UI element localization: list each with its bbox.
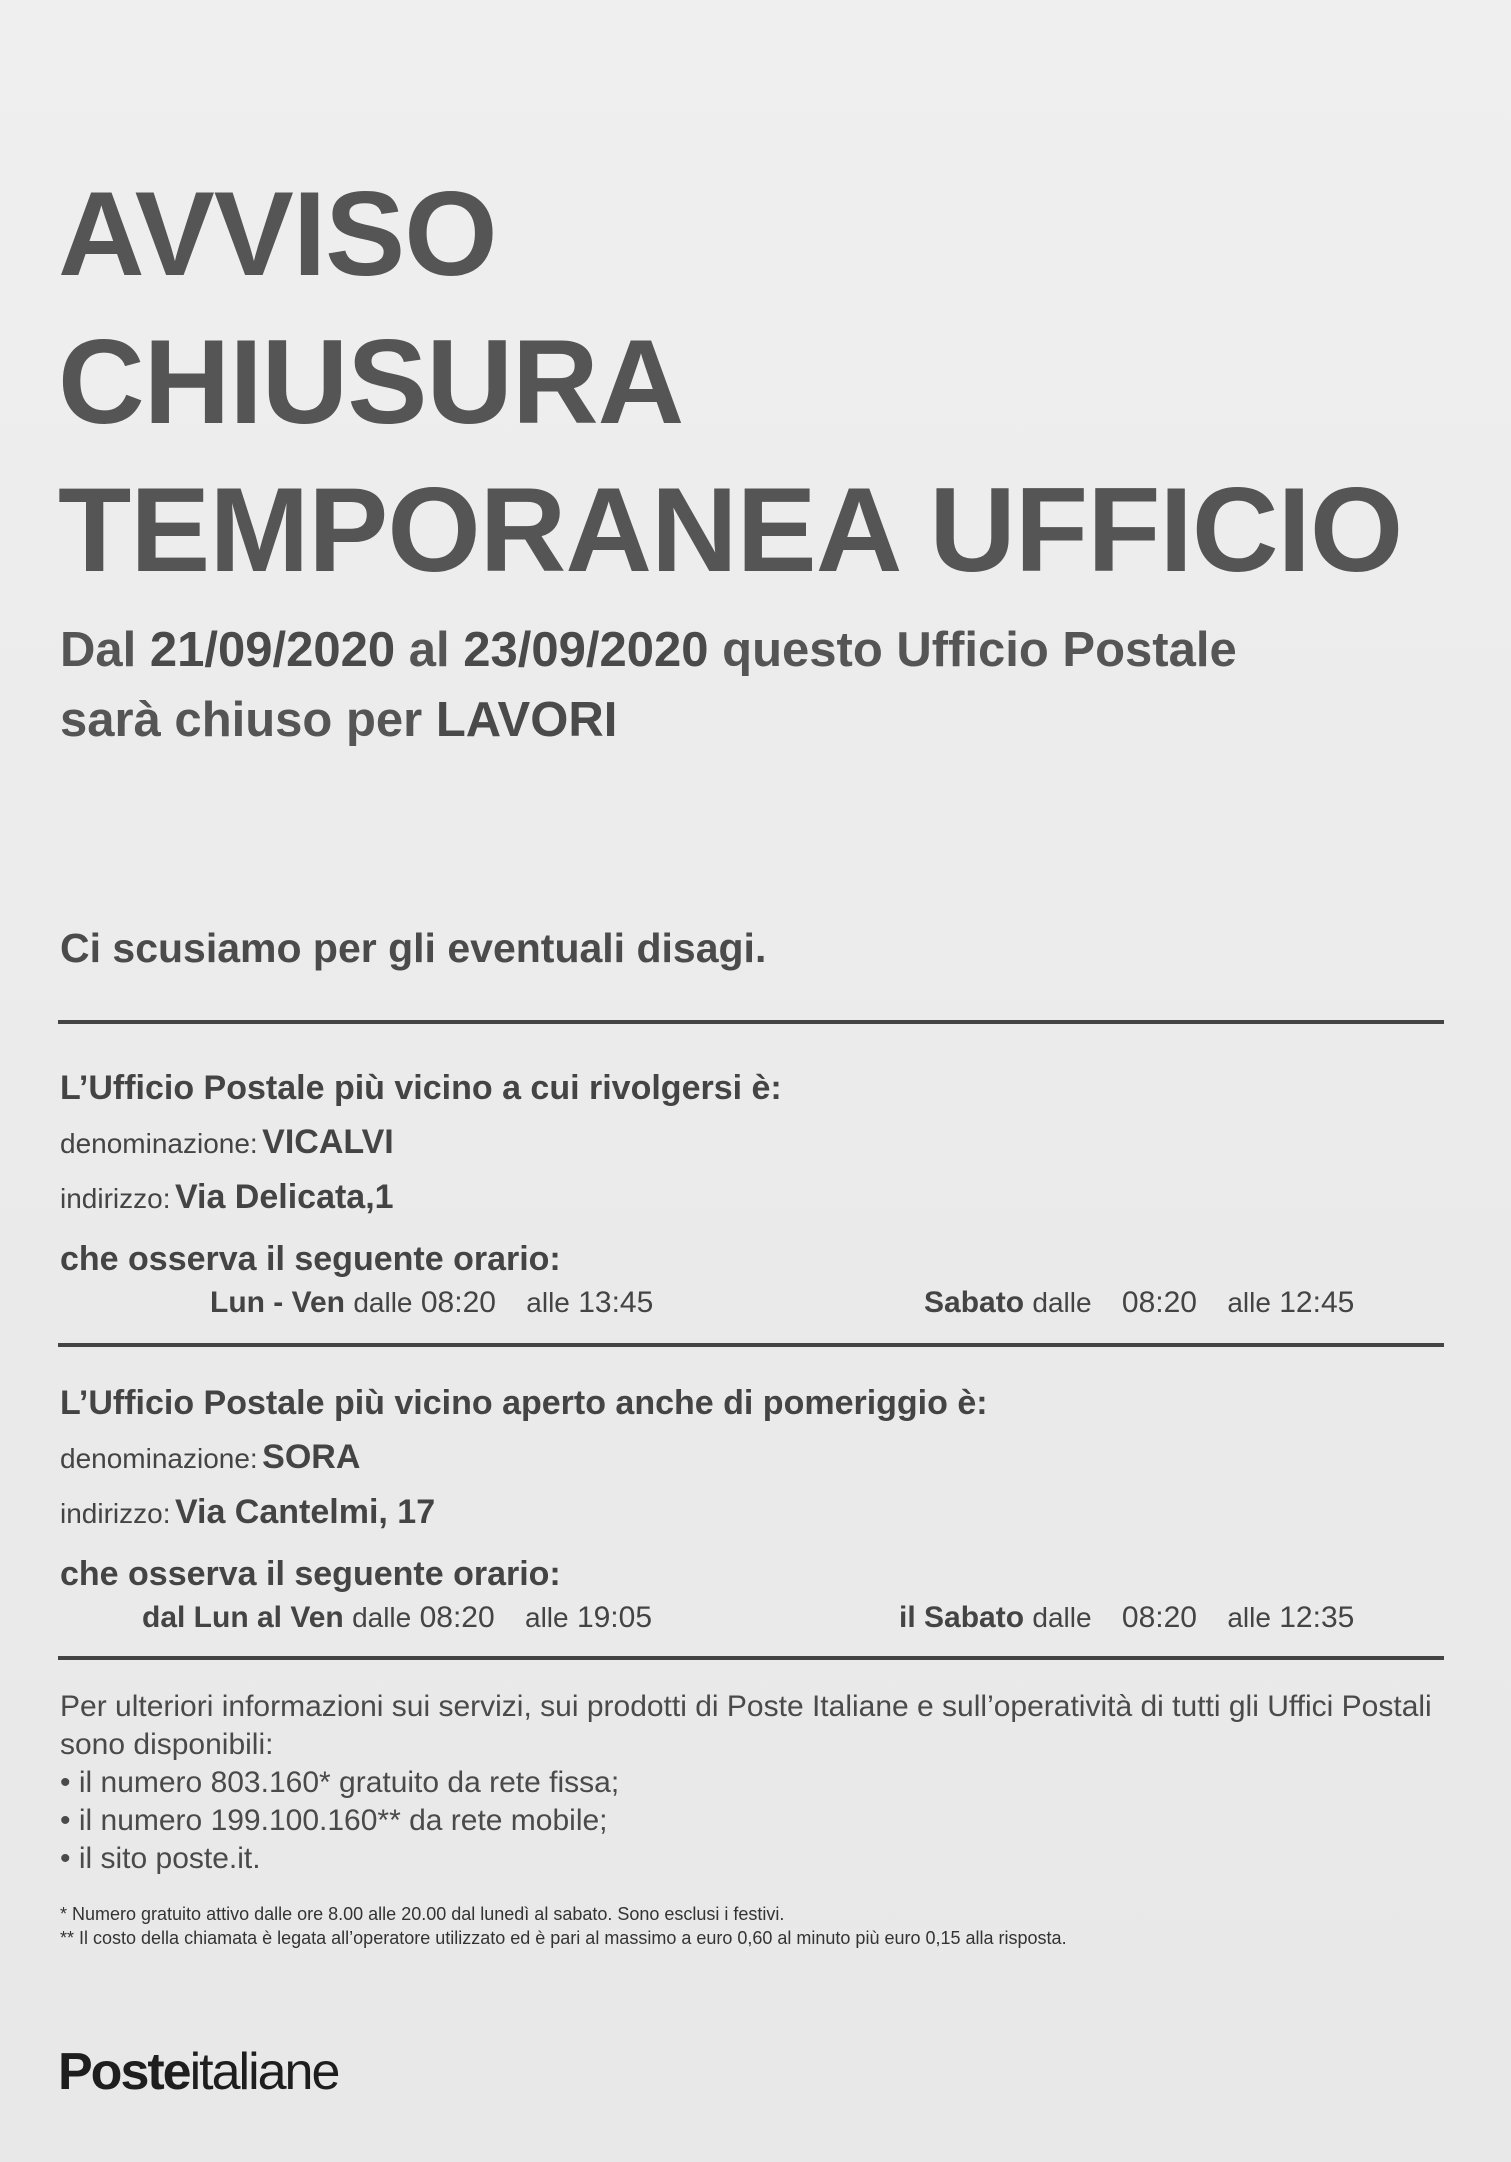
closure-line-2 xyxy=(60,685,1460,755)
closure-reason: LAVORI xyxy=(435,693,618,747)
office-name-field xyxy=(60,1437,1450,1484)
office-address-value: Via Delicata,1 xyxy=(174,1178,394,1216)
office-address-label: indirizzo: xyxy=(60,1183,171,1214)
to-time: 12:35 xyxy=(1279,1601,1355,1634)
from-time: 08:20 xyxy=(419,1601,495,1634)
to-time: 19:05 xyxy=(576,1601,653,1634)
saturday-days: Sabato xyxy=(924,1286,1025,1319)
divider xyxy=(58,1343,1444,1347)
closure-period-text xyxy=(60,615,1460,755)
divider xyxy=(58,1020,1444,1024)
to-label: alle xyxy=(525,1602,569,1633)
contact-list xyxy=(60,1764,1450,1878)
footnote-1: * Numero gratuito attivo dalle ore 8.00 alle 20.00 dal lunedì al sabato. Sono esclusi i festivi. xyxy=(60,1904,785,1924)
hours-heading: che osserva il seguente orario: xyxy=(60,1240,561,1278)
afternoon-office-heading: L’Ufficio Postale più vicino aperto anche di pomeriggio è: xyxy=(60,1384,988,1422)
from-time: 08:20 xyxy=(1121,1286,1197,1319)
opening-hours-row xyxy=(60,1286,1450,1330)
weekday-hours xyxy=(142,1601,652,1635)
apology-text: Ci scusiamo per gli eventuali disagi. xyxy=(60,925,767,971)
saturday-hours xyxy=(924,1286,1354,1320)
from-time: 08:20 xyxy=(1121,1601,1197,1634)
poste-italiane-logo xyxy=(58,2042,338,2102)
contact-item-website: • il sito poste.it. xyxy=(60,1840,1450,1878)
office-name-label: denominazione: xyxy=(60,1443,258,1474)
intro-prefix: Dal xyxy=(60,623,137,677)
logo-part-italiane: italiane xyxy=(189,2043,339,2101)
hours-heading: che osserva il seguente orario: xyxy=(60,1555,561,1593)
saturday-hours xyxy=(899,1601,1354,1635)
contact-item-landline: • il numero 803.160* gratuito da rete fissa; xyxy=(60,1764,1450,1802)
headline-line-3: TEMPORANEA UFFICIO xyxy=(58,463,1403,597)
headline-line-1: AVVISO xyxy=(58,167,497,301)
footnote-2: ** Il costo della chiamata è legata all’operatore utilizzato ed è pari al massimo a euro 0,60 al minuto più euro 0,15 alla risposta. xyxy=(60,1928,1067,1948)
nearest-office-heading: L’Ufficio Postale più vicino a cui rivolgersi è: xyxy=(60,1069,782,1107)
footnotes xyxy=(60,1902,1067,1950)
date-from: 21/09/2020 xyxy=(149,623,396,677)
to-label: alle xyxy=(1227,1602,1271,1633)
intro-line-2: sarà chiuso per xyxy=(60,693,423,747)
to-label: alle xyxy=(526,1287,570,1318)
date-to: 23/09/2020 xyxy=(463,623,709,677)
office-address-value: Via Cantelmi, 17 xyxy=(174,1493,436,1531)
logo-part-poste: Poste xyxy=(58,2043,190,2101)
from-label: dalle xyxy=(353,1287,413,1318)
to-time: 13:45 xyxy=(578,1286,654,1319)
office-address-field xyxy=(60,1492,1450,1539)
closure-line-1 xyxy=(60,615,1460,685)
weekday-hours xyxy=(210,1286,653,1320)
office-name-value: SORA xyxy=(262,1438,361,1476)
from-label: dalle xyxy=(1032,1602,1092,1633)
from-time: 08:20 xyxy=(420,1286,496,1319)
divider xyxy=(58,1656,1444,1660)
intro-connector: al xyxy=(408,623,450,677)
from-label: dalle xyxy=(1032,1287,1092,1318)
from-label: dalle xyxy=(352,1602,412,1633)
opening-hours-row xyxy=(60,1601,1450,1645)
to-time: 12:45 xyxy=(1279,1286,1355,1319)
saturday-days: il Sabato xyxy=(899,1601,1025,1634)
intro-middle: questo Ufficio Postale xyxy=(722,623,1237,677)
office-address-label: indirizzo: xyxy=(60,1498,171,1529)
afternoon-office-section xyxy=(60,1383,1450,1645)
weekday-days: Lun - Ven xyxy=(210,1286,345,1319)
info-block xyxy=(60,1688,1450,1878)
contact-item-mobile: • il numero 199.100.160** da rete mobile; xyxy=(60,1802,1450,1840)
to-label: alle xyxy=(1227,1287,1271,1318)
office-name-label: denominazione: xyxy=(60,1128,258,1159)
headline-line-2: CHIUSURA xyxy=(58,315,684,449)
nearest-office-section xyxy=(60,1068,1450,1330)
weekday-days: dal Lun al Ven xyxy=(142,1601,344,1634)
office-name-field xyxy=(60,1122,1450,1169)
office-address-field xyxy=(60,1177,1450,1224)
info-paragraph: Per ulteriori informazioni sui servizi, sui prodotti di Poste Italiane e sull’operatività di tutti gli Uffici Postali sono disponibili: xyxy=(60,1690,1432,1761)
office-name-value: VICALVI xyxy=(262,1123,394,1161)
notice-headline xyxy=(58,160,1402,604)
